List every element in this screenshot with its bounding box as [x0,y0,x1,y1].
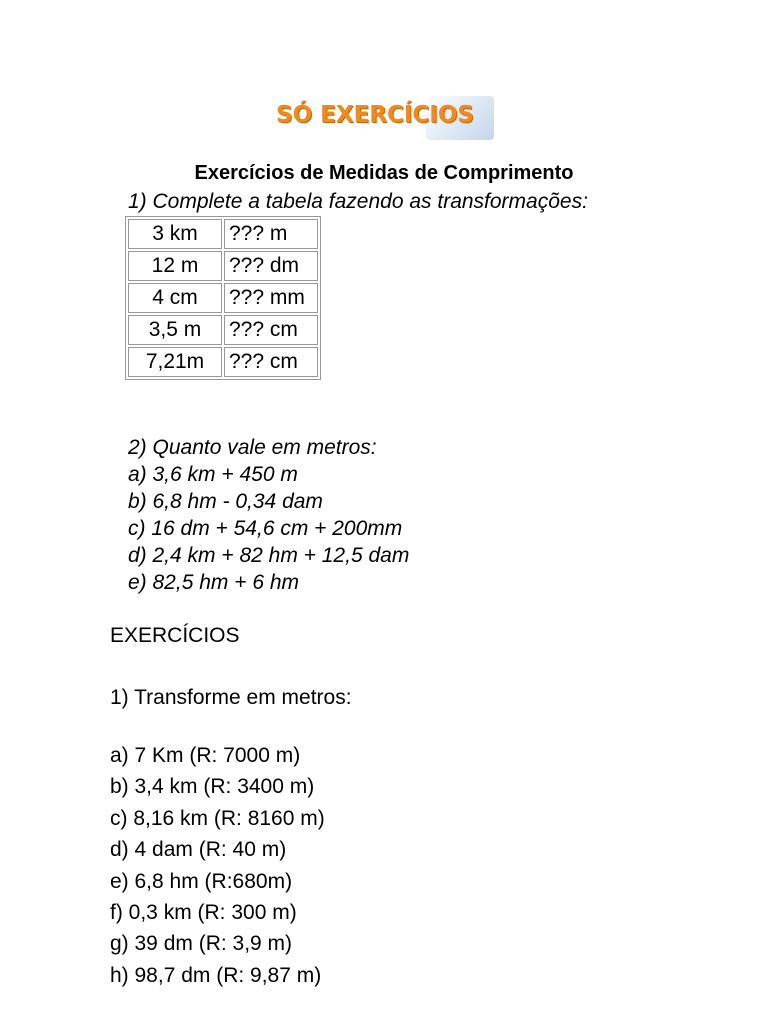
list-item: e) 6,8 hm (R:680m) [110,869,293,893]
list-item: f) 0,3 km (R: 300 m) [110,900,297,924]
table-cell-given: 3 km [128,219,222,249]
section-heading: EXERCÍCIOS [110,624,240,647]
list-item: c) 16 dm + 54,6 cm + 200mm [128,517,403,540]
conversion-table [125,216,321,380]
table-cell-target: ??? m [224,219,318,249]
logo-text: SÓ EXERCÍCIOS [276,102,474,128]
table-row [128,219,318,249]
table-cell-given: 12 m [128,251,222,281]
table-cell-target: ??? cm [224,315,318,345]
table-row [128,315,318,345]
list-item: c) 8,16 km (R: 8160 m) [110,806,325,830]
site-logo [276,96,494,140]
list-item: b) 6,8 hm - 0,34 dam [128,490,323,513]
table-cell-given: 7,21m [128,347,222,377]
list-item: e) 82,5 hm + 6 hm [128,571,300,594]
table-cell-target: ??? dm [224,251,318,281]
table-cell-given: 4 cm [128,283,222,313]
list-item: a) 3,6 km + 450 m [128,463,298,486]
list-item: d) 2,4 km + 82 hm + 12,5 dam [128,544,410,567]
table-cell-target: ??? mm [224,283,318,313]
table-cell-target: ??? cm [224,347,318,377]
list-item: g) 39 dm (R: 3,9 m) [110,932,293,956]
list-item: a) 7 Km (R: 7000 m) [110,744,301,767]
page-title: Exercícios de Medidas de Comprimento [194,162,574,184]
list-item: h) 98,7 dm (R: 9,87 m) [110,963,322,987]
list-item: b) 3,4 km (R: 3400 m) [110,775,315,799]
question-2-prompt: 2) Quanto vale em metros: [128,436,377,459]
question-1-prompt: 1) Complete a tabela fazendo as transformações: [128,190,588,213]
question-2 [128,434,409,596]
table-row [128,251,318,281]
list-item: d) 4 dam (R: 40 m) [110,838,287,862]
section-prompt: 1) Transforme em metros: [110,686,352,709]
table-row [128,347,318,377]
table-cell-given: 3,5 m [128,315,222,345]
table-row [128,283,318,313]
answer-list [110,740,325,991]
